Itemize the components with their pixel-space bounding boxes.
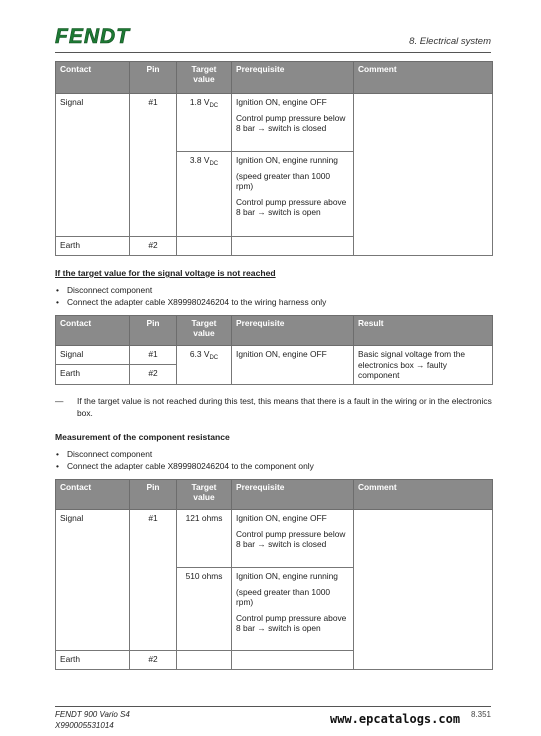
pin-cell: #2 (130, 237, 177, 256)
pin-cell: #1 (130, 510, 177, 651)
col-comment: Comment (354, 480, 493, 510)
list-item: • Disconnect component (56, 449, 153, 459)
pin-cell: #1 (130, 94, 177, 237)
contact-cell: Signal (56, 94, 130, 237)
signal-voltage-result-table (55, 315, 493, 385)
contact-cell: Earth (56, 365, 130, 385)
col-comment: Comment (354, 62, 493, 94)
target-value-cell: 6.3 $V_{DC}$ (177, 346, 232, 385)
col-target-value: Target value (177, 480, 232, 510)
col-pin: Pin (130, 62, 177, 94)
section-title: 8. Electrical system (409, 36, 491, 47)
svg-text:FENDT: FENDT (55, 25, 130, 47)
col-prerequisite: Prerequisite (232, 62, 354, 94)
component-resistance-table (55, 479, 493, 670)
pin-cell: #2 (130, 365, 177, 385)
list-item: • Connect the adapter cable X899980246204 to the wiring harness only (56, 297, 327, 307)
comment-cell (354, 94, 493, 256)
prerequisite-cell (232, 651, 354, 670)
target-value-cell (177, 651, 232, 670)
contact-cell: Earth (56, 237, 130, 256)
table-row (56, 94, 493, 152)
footer-model: FENDT 900 Vario S4 (55, 710, 130, 719)
comment-cell (354, 510, 493, 670)
page-number: 8.351 (470, 710, 491, 719)
fendt-logo (55, 25, 155, 52)
table-header-row (56, 480, 493, 510)
watermark: www.epcatalogs.com (330, 712, 461, 726)
prerequisite-cell: Ignition ON, engine OFF (232, 346, 354, 385)
result-note (55, 396, 492, 419)
header-divider (55, 52, 491, 53)
prerequisite-cell: Ignition ON, engine running (speed greater than 1000 rpm) Control pump pressure above 8 bar → switch is open (232, 152, 354, 237)
table-header-row (56, 316, 493, 346)
signal-voltage-table (55, 61, 493, 256)
target-value-cell: 1.8 $V_{DC}$ (177, 94, 232, 152)
prerequisite-cell: Ignition ON, engine running (speed greater than 1000 rpm) Control pump pressure above 8 bar → switch is open (232, 568, 354, 651)
contact-cell: Earth (56, 651, 130, 670)
target-value-cell (177, 237, 232, 256)
contact-cell: Signal (56, 510, 130, 651)
col-result: Result (354, 316, 493, 346)
section-heading: If the target value for the signal voltage is not reached (55, 268, 276, 278)
bullet-list (55, 448, 314, 472)
result-cell: Basic signal voltage from the electronics box → faulty component (354, 346, 493, 385)
section-heading: Measurement of the component resistance (55, 432, 230, 442)
col-prerequisite: Prerequisite (232, 316, 354, 346)
prerequisite-cell (232, 237, 354, 256)
col-contact: Contact (56, 480, 130, 510)
col-target-value: Target value (177, 62, 232, 94)
table-row (56, 510, 493, 568)
col-contact: Contact (56, 62, 130, 94)
pin-cell: #2 (130, 651, 177, 670)
note-dash: — (55, 396, 64, 406)
col-prerequisite: Prerequisite (232, 480, 354, 510)
note-text: If the target value is not reached during this test, this means that there is a fault in the wiring or in the electronics box. (77, 396, 492, 418)
list-item: • Connect the adapter cable X899980246204 to the component only (56, 461, 314, 471)
bullet-list (55, 284, 326, 308)
contact-cell: Signal (56, 346, 130, 365)
table-header-row (56, 62, 493, 94)
target-value-cell: 3.8 $V_{DC}$ (177, 152, 232, 237)
col-pin: Pin (130, 316, 177, 346)
col-pin: Pin (130, 480, 177, 510)
table-row (56, 346, 493, 365)
pin-cell: #1 (130, 346, 177, 365)
target-value-cell: 121 ohms (177, 510, 232, 568)
col-contact: Contact (56, 316, 130, 346)
prerequisite-cell: Ignition ON, engine OFF Control pump pressure below 8 bar → switch is closed (232, 94, 354, 152)
prerequisite-cell: Ignition ON, engine OFF Control pump pressure below 8 bar → switch is closed (232, 510, 354, 568)
target-value-cell: 510 ohms (177, 568, 232, 651)
list-item: • Disconnect component (56, 285, 153, 295)
footer-divider (55, 706, 491, 707)
footer-doc-number: X990005531014 (55, 721, 114, 730)
col-target-value: Target value (177, 316, 232, 346)
